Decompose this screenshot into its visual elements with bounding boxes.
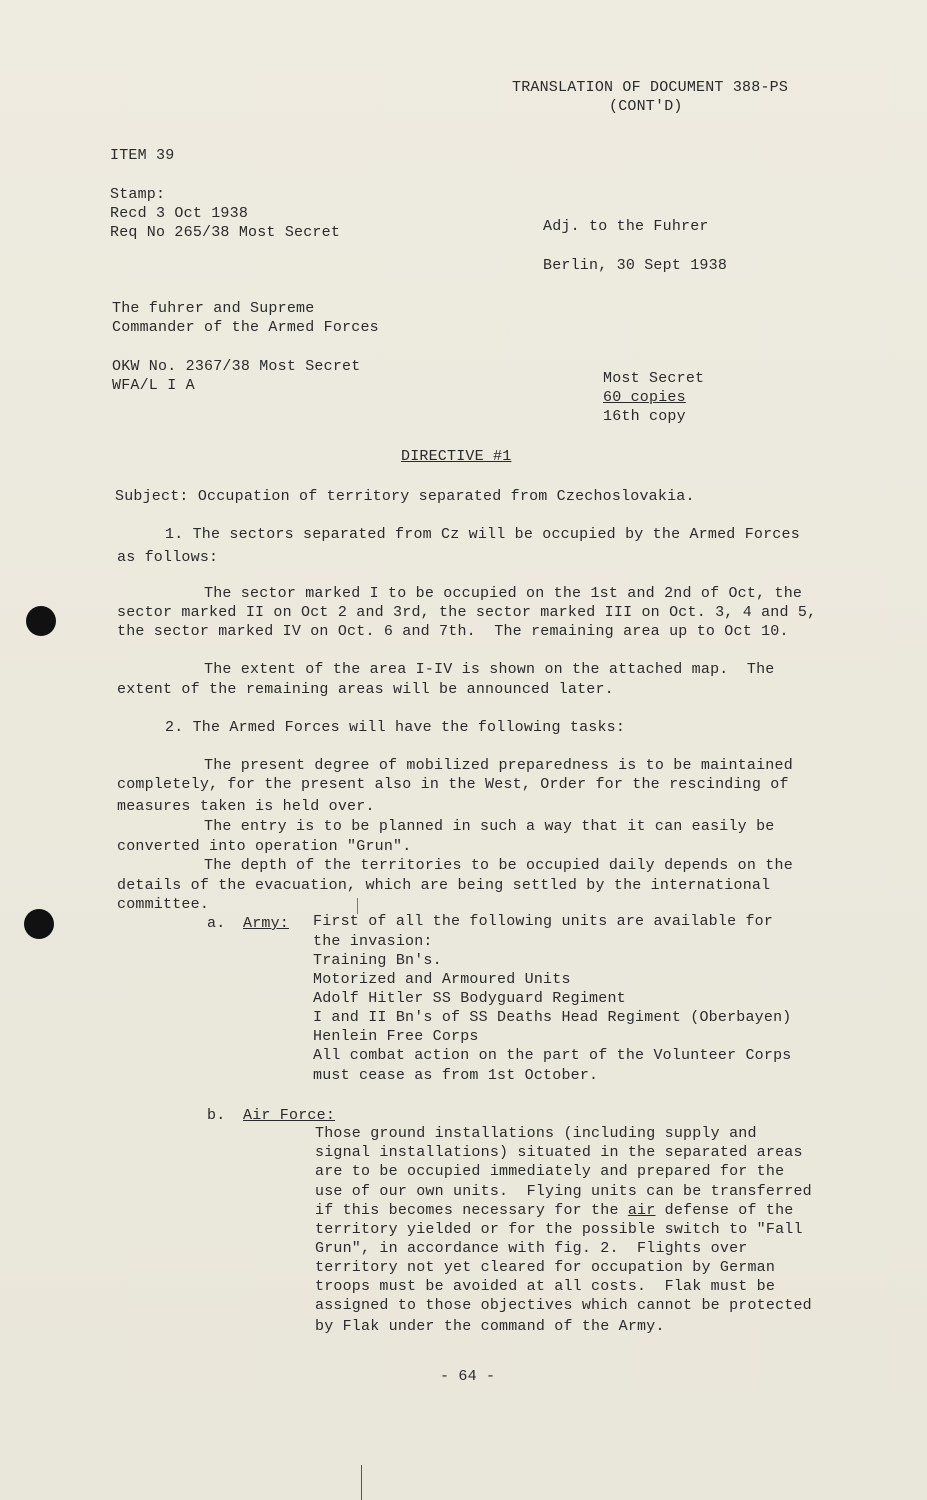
army-unit: Henlein Free Corps	[313, 1028, 479, 1045]
air-line: if this becomes necessary for the air defense of the	[315, 1202, 794, 1219]
header-title: TRANSLATION OF DOCUMENT 388-PS	[512, 79, 789, 96]
copy-number: 16th copy	[603, 408, 686, 425]
adjutant-line: Adj. to the Fuhrer	[543, 218, 709, 235]
stamp-received: Recd 3 Oct 1938	[110, 205, 249, 222]
army-line: the invasion:	[313, 933, 433, 950]
okw-reference: OKW No. 2367/38 Most Secret	[112, 358, 361, 375]
fold-line	[361, 1465, 362, 1500]
army-line: must cease as from 1st October.	[313, 1067, 599, 1084]
paragraph-1: 1. The sectors separated from Cz will be occupied by the Armed Forces	[165, 526, 800, 543]
air-label: Air Force:	[243, 1107, 336, 1124]
army-prefix: a.	[207, 915, 226, 932]
sender-line1: The fuhrer and Supreme	[112, 300, 315, 317]
army-label: Army:	[243, 915, 290, 932]
paragraph-4: 2. The Armed Forces will have the following tasks:	[165, 719, 626, 736]
copy-count: 60 copies	[603, 389, 686, 406]
place-date: Berlin, 30 Sept 1938	[543, 257, 728, 274]
directive-title: DIRECTIVE #1	[401, 448, 512, 465]
paragraph-3: The extent of the area I-IV is shown on the attached map. The	[204, 661, 775, 678]
air-line: territory not yet cleared for occupation by German	[315, 1259, 776, 1276]
air-line: are to be occupied immediately and prepared for the	[315, 1163, 785, 1180]
army-unit: Motorized and Armoured Units	[313, 971, 571, 988]
subject-line: Subject: Occupation of territory separated from Czechoslovakia.	[115, 488, 695, 505]
air-line: use of our own units. Flying units can be transferred	[315, 1183, 812, 1200]
classification-level: Most Secret	[603, 370, 705, 387]
paragraph-1: as follows:	[117, 549, 219, 566]
stamp-label: Stamp:	[110, 186, 166, 203]
header-subtitle: (CONT'D)	[609, 98, 683, 115]
army-unit: Adolf Hitler SS Bodyguard Regiment	[313, 990, 626, 1007]
paragraph-3: extent of the remaining areas will be announced later.	[117, 681, 614, 698]
paragraph-7: committee.	[117, 896, 210, 913]
item-number: ITEM 39	[110, 147, 175, 164]
army-unit: Training Bn's.	[313, 952, 442, 969]
paragraph-2: the sector marked IV on Oct. 6 and 7th. The remaining area up to Oct 10.	[117, 623, 789, 640]
air-line: territory yielded or for the possible switch to "Fall	[315, 1221, 803, 1238]
stamp-request: Req No 265/38 Most Secret	[110, 224, 341, 241]
air-line: Grun", in accordance with fig. 2. Flights over	[315, 1240, 748, 1257]
air-line: Those ground installations (including supply and	[315, 1125, 757, 1142]
punch-hole	[26, 606, 56, 636]
air-emphasis: air	[627, 1202, 656, 1219]
army-line: All combat action on the part of the Volunteer Corps	[313, 1047, 792, 1064]
paragraph-2: sector marked II on Oct 2 and 3rd, the sector marked III on Oct. 3, 4 and 5,	[117, 604, 817, 621]
air-line: troops must be avoided at all costs. Flak must be	[315, 1278, 776, 1295]
air-line: signal installations) situated in the separated areas	[315, 1144, 803, 1161]
paragraph-6: The entry is to be planned in such a way that it can easily be	[204, 818, 775, 835]
paragraph-5: completely, for the present also in the West, Order for the rescinding of	[117, 776, 789, 793]
paragraph-5: measures taken is held over.	[117, 798, 375, 815]
punch-hole	[24, 909, 54, 939]
air-prefix: b.	[207, 1107, 226, 1124]
paragraph-5: The present degree of mobilized preparedness is to be maintained	[204, 757, 793, 774]
paragraph-7: details of the evacuation, which are being settled by the international	[117, 877, 771, 894]
paragraph-2: The sector marked I to be occupied on the 1st and 2nd of Oct, the	[204, 585, 803, 602]
sender-line2: Commander of the Armed Forces	[112, 319, 379, 336]
page-number: - 64 -	[440, 1368, 496, 1385]
army-line: First of all the following units are available for	[313, 913, 774, 930]
okw-division: WFA/L I A	[112, 377, 195, 394]
air-line: by Flak under the command of the Army.	[315, 1318, 665, 1335]
air-line: assigned to those objectives which cannot be protected	[315, 1297, 812, 1314]
army-unit: I and II Bn's of SS Deaths Head Regiment (Oberbayen)	[313, 1009, 792, 1026]
paragraph-6: converted into operation "Grun".	[117, 838, 412, 855]
paragraph-7: The depth of the territories to be occupied daily depends on the	[204, 857, 793, 874]
